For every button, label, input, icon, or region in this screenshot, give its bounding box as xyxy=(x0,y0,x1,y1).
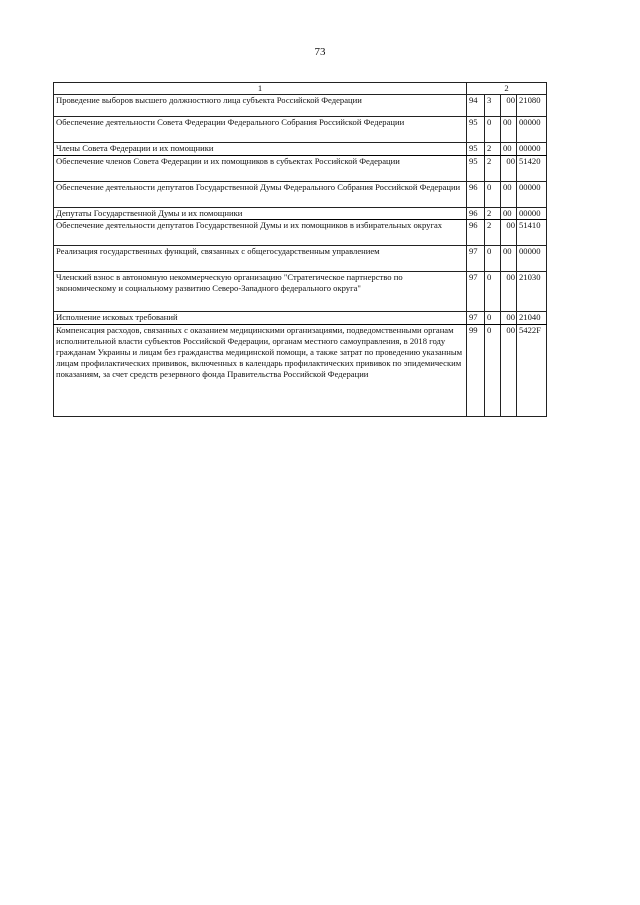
code-subprogram: 0 xyxy=(485,246,501,272)
table-row xyxy=(54,117,547,143)
code-main-event: 00 xyxy=(501,246,517,272)
code-main-event: 00 xyxy=(501,182,517,208)
code-direction: 21040 xyxy=(517,312,547,325)
table-row xyxy=(54,325,547,417)
code-main-event: 00 xyxy=(501,95,517,117)
code-direction: 5422F xyxy=(517,325,547,417)
code-program: 97 xyxy=(467,312,485,325)
row-description: Депутаты Государственной Думы и их помощники xyxy=(54,208,467,220)
code-subprogram: 3 xyxy=(485,95,501,117)
row-description: Члены Совета Федерации и их помощники xyxy=(54,143,467,156)
code-main-event: 00 xyxy=(501,143,517,156)
code-main-event: 00 xyxy=(501,117,517,143)
code-program: 96 xyxy=(467,220,485,246)
row-description: Обеспечение деятельности Совета Федерации Федерального Собрания Российской Федерации xyxy=(54,117,467,143)
code-subprogram: 2 xyxy=(485,220,501,246)
code-subprogram: 0 xyxy=(485,117,501,143)
row-description: Проведение выборов высшего должностного лица субъекта Российской Федерации xyxy=(54,95,467,117)
table-row xyxy=(54,95,547,117)
budget-table xyxy=(53,82,547,417)
row-description: Компенсация расходов, связанных с оказанием медицинскими организациями, подведомственными органам исполнительной власти субъектов Российской Федерации, органам местного самоуправления, в 2018 году гражданам Украины и лицам без гражданства медицинской помощи, а также затрат по проведению указанным лицам профилактических прививок, включенных в календарь профилактических прививок по эпидемическим показаниям, за счет средств резервного фонда Правительства Российской Федерации xyxy=(54,325,467,417)
code-direction: 00000 xyxy=(517,117,547,143)
code-direction: 00000 xyxy=(517,246,547,272)
code-main-event: 00 xyxy=(501,220,517,246)
code-main-event: 00 xyxy=(501,156,517,182)
code-program: 97 xyxy=(467,246,485,272)
code-subprogram: 0 xyxy=(485,312,501,325)
table-row xyxy=(54,272,547,312)
table-row xyxy=(54,182,547,208)
code-program: 95 xyxy=(467,143,485,156)
row-description: Обеспечение деятельности депутатов Государственной Думы Федерального Собрания Российской Федерации xyxy=(54,182,467,208)
page-number: 73 xyxy=(314,46,326,58)
row-description: Реализация государственных функций, связанных с общегосударственным управлением xyxy=(54,246,467,272)
code-program: 95 xyxy=(467,156,485,182)
code-main-event: 00 xyxy=(501,208,517,220)
header-col-description: 1 xyxy=(54,83,467,95)
code-subprogram: 2 xyxy=(485,156,501,182)
table-row xyxy=(54,156,547,182)
code-subprogram: 0 xyxy=(485,272,501,312)
row-description: Исполнение исковых требований xyxy=(54,312,467,325)
code-program: 97 xyxy=(467,272,485,312)
code-direction: 00000 xyxy=(517,182,547,208)
code-direction: 51410 xyxy=(517,220,547,246)
table-row xyxy=(54,312,547,325)
code-direction: 00000 xyxy=(517,208,547,220)
code-direction: 51420 xyxy=(517,156,547,182)
code-program: 94 xyxy=(467,95,485,117)
table-header-row xyxy=(54,83,547,95)
code-subprogram: 2 xyxy=(485,143,501,156)
table-row xyxy=(54,246,547,272)
code-main-event: 00 xyxy=(501,325,517,417)
code-direction: 21080 xyxy=(517,95,547,117)
code-main-event: 00 xyxy=(501,312,517,325)
header-col-code: 2 xyxy=(467,83,547,95)
code-program: 95 xyxy=(467,117,485,143)
table-row xyxy=(54,143,547,156)
code-program: 96 xyxy=(467,182,485,208)
row-description: Обеспечение деятельности депутатов Государственной Думы и их помощников в избирательных округах xyxy=(54,220,467,246)
row-description: Обеспечение членов Совета Федерации и их помощников в субъектах Российской Федерации xyxy=(54,156,467,182)
code-subprogram: 2 xyxy=(485,208,501,220)
code-subprogram: 0 xyxy=(485,182,501,208)
code-direction: 21030 xyxy=(517,272,547,312)
code-program: 96 xyxy=(467,208,485,220)
code-program: 99 xyxy=(467,325,485,417)
code-subprogram: 0 xyxy=(485,325,501,417)
code-main-event: 00 xyxy=(501,272,517,312)
table-row xyxy=(54,220,547,246)
row-description: Членский взнос в автономную некоммерческую организацию "Стратегическое партнерство по экономическому и социальному развитию Северо-Западного федерального округа" xyxy=(54,272,467,312)
code-direction: 00000 xyxy=(517,143,547,156)
table-row xyxy=(54,208,547,220)
